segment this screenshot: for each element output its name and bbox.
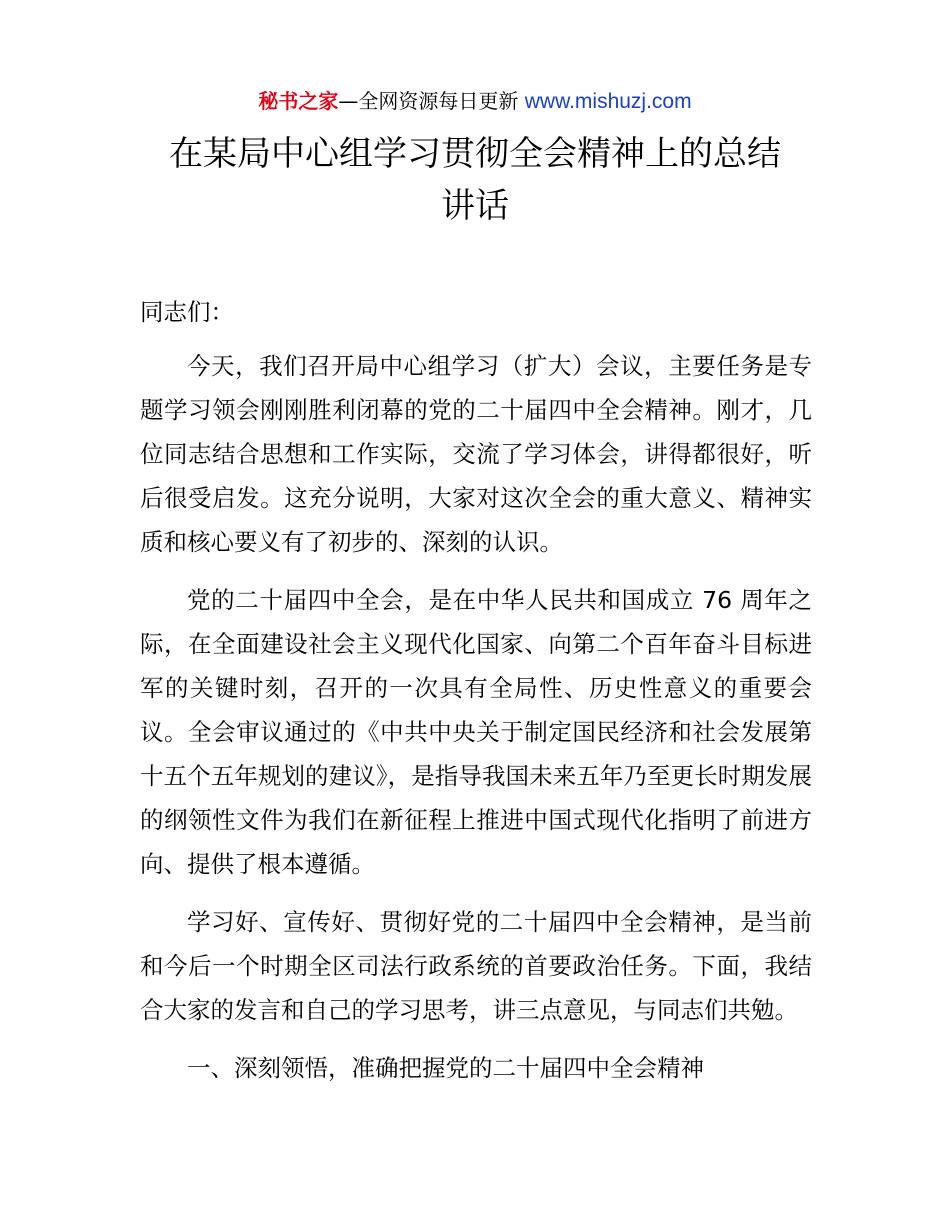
brand-name: 秘书之家 [258,89,339,113]
header-tagline: —全网资源每日更新 [338,89,519,113]
paragraph-1: 今天，我们召开局中心组学习（扩大）会议，主要任务是专题学习领会刚刚胜利闭幕的党的二十届四中全会精神。刚才，几位同志结合思想和工作实际，交流了学习体会，讲得都很好，听后很受启发。这充分说明，大家对这次全会的重大意义、精神实质和核心要义有了初步的、深刻的认识。 [140,352,812,556]
document-body [140,290,812,1090]
title-line-1: 在某局中心组学习贯彻全会精神上的总结 [169,134,781,174]
paragraph-2: 党的二十届四中全会，是在中华人民共和国成立 76 周年之际，在全面建设社会主义现代化国家、向第二个百年奋斗目标进军的关键时刻，召开的一次具有全局性、历史性意义的重要会议。全会审议通过的《中共中央关于制定国民经济和社会发展第十五个五年规划的建议》，是指导我国未来五年乃至更长时期发展的纲领性文件为我们在新征程上推进中国式现代化指明了前进方向、提供了根本遵循。 [140,586,812,878]
site-header [0,86,950,117]
site-url-link[interactable]: www.mishuzj.com [524,90,692,113]
greeting: 同志们： [140,298,234,326]
title-line-2: 讲话 [441,186,509,226]
section-heading-1: 一、深刻领悟，准确把握党的二十届四中全会精神 [187,1054,704,1082]
document-title [140,128,810,232]
paragraph-3: 学习好、宣传好、贯彻好党的二十届四中全会精神，是当前和今后一个时期全区司法行政系统的首要政治任务。下面，我结合大家的发言和自己的学习思考，讲三点意见，与同志们共勉。 [140,908,812,1024]
